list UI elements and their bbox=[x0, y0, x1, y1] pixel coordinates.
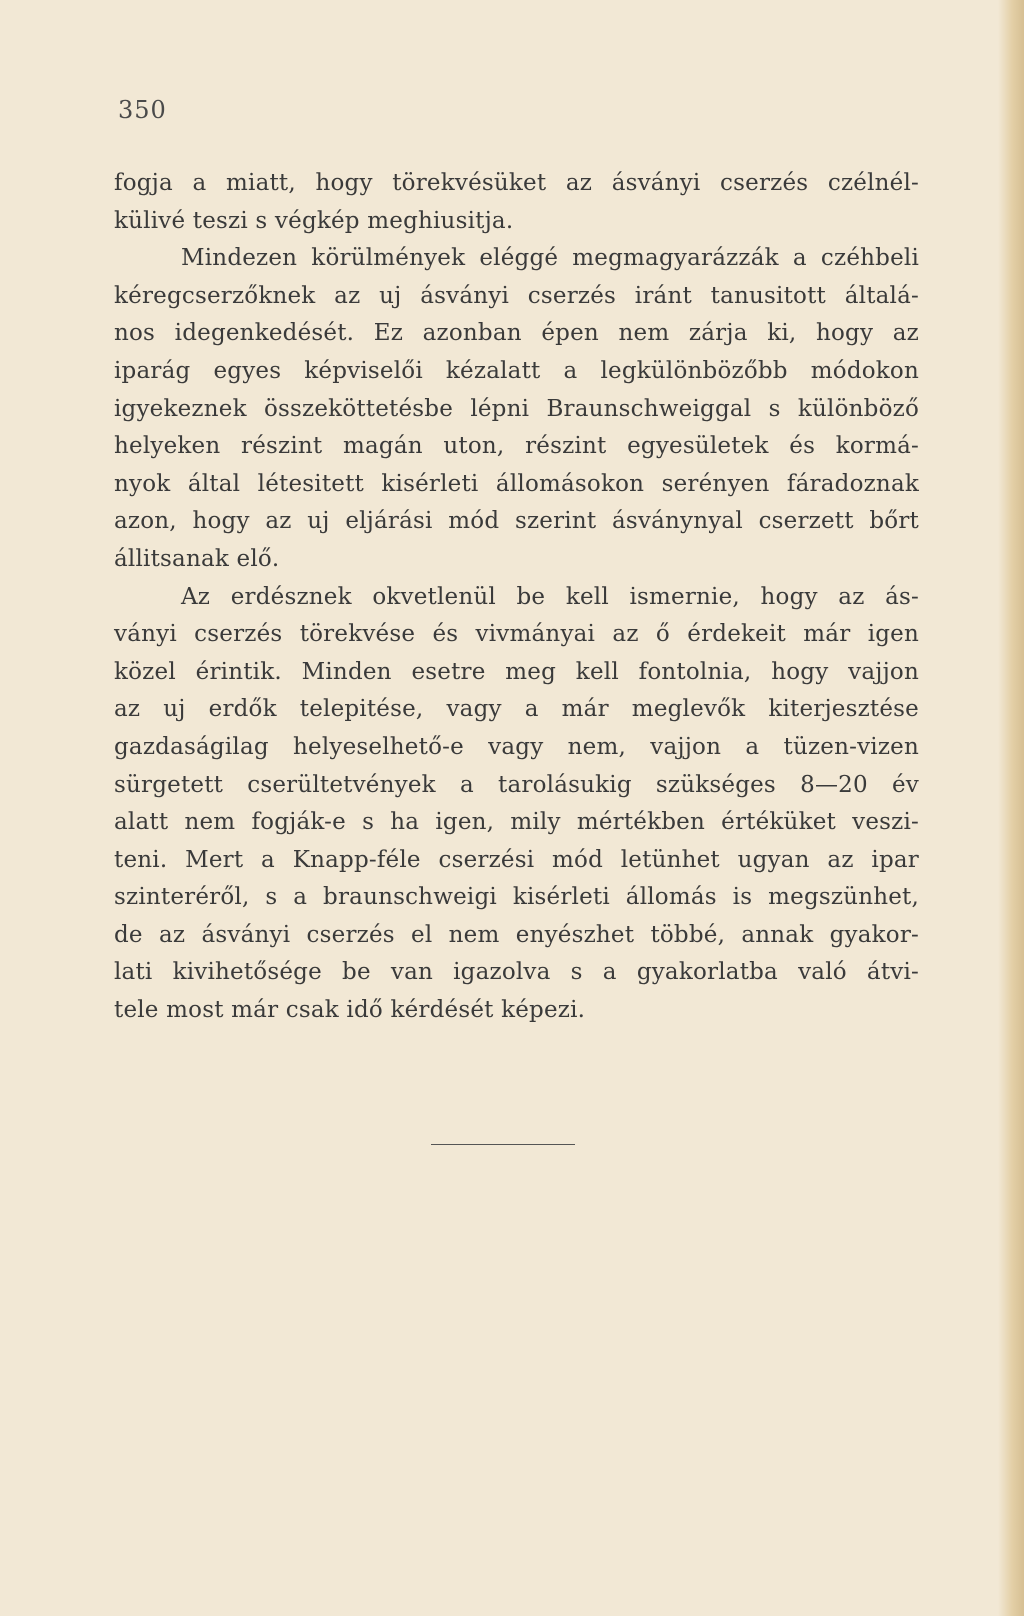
text-line: de az ásványi cserzés el nem enyészhet többé, annak gyakor- bbox=[114, 921, 919, 948]
text-line: külivé teszi s végkép meghiusitja. bbox=[114, 207, 514, 234]
text-line: kéregcserzőknek az uj ásványi cserzés iránt tanusitott általá- bbox=[114, 282, 919, 309]
text-line: alatt nem fogják-e s ha igen, mily mértékben értéküket veszi- bbox=[114, 809, 919, 836]
text-line: tele most már csak idő kérdését képezi. bbox=[114, 997, 586, 1024]
text-line: ványi cserzés törekvése és vivmányai az ő érdekeit már igen bbox=[114, 621, 919, 648]
text-line: igyekeznek összeköttetésbe lépni Braunschweiggal s különböző bbox=[114, 395, 919, 422]
text-line: állitsanak elő. bbox=[114, 545, 280, 572]
text-line: az uj erdők telepitése, vagy a már meglevők kiterjesztése bbox=[114, 696, 919, 723]
text-line: közel érintik. Minden esetre meg kell fontolnia, hogy vajjon bbox=[114, 658, 919, 685]
body-text bbox=[114, 165, 919, 1030]
text-line: nyok által létesitett kisérleti állomásokon serényen fáradoznak bbox=[114, 470, 919, 497]
text-line: szinteréről, s a braunschweigi kisérleti állomás is megszünhet, bbox=[114, 884, 919, 911]
text-line: fogja a miatt, hogy törekvésüket az ásványi cserzés czélnél- bbox=[114, 170, 919, 196]
text-line: azon, hogy az uj eljárási mód szerint ásványnyal cserzett bőrt bbox=[114, 508, 919, 535]
text-line: teni. Mert a Knapp-féle cserzési mód letünhet ugyan az ipar bbox=[114, 846, 919, 873]
text-line: helyeken részint magán uton, részint egyesületek és kormá- bbox=[114, 433, 919, 460]
text-line: Mindezen körülmények eléggé megmagyarázzák a czéhbeli bbox=[181, 245, 919, 272]
text-line: lati kivihetősége be van igazolva s a gyakorlatba való átvi- bbox=[114, 959, 919, 986]
text-line: sürgetett cserültetvények a tarolásukig szükséges 8—20 év bbox=[114, 771, 919, 798]
section-separator-rule bbox=[431, 1144, 575, 1145]
page-edge-shadow bbox=[998, 0, 1024, 1616]
text-line: iparág egyes képviselői kézalatt a legkülönbözőbb módokon bbox=[114, 357, 919, 384]
page-number: 350 bbox=[118, 96, 167, 124]
text-line: gazdaságilag helyeselhető-e vagy nem, vajjon a tüzen-vizen bbox=[114, 733, 919, 760]
text-line: Az erdésznek okvetlenül be kell ismernie, hogy az ás- bbox=[181, 583, 919, 610]
text-line: nos idegenkedését. Ez azonban épen nem zárja ki, hogy az bbox=[114, 320, 919, 347]
